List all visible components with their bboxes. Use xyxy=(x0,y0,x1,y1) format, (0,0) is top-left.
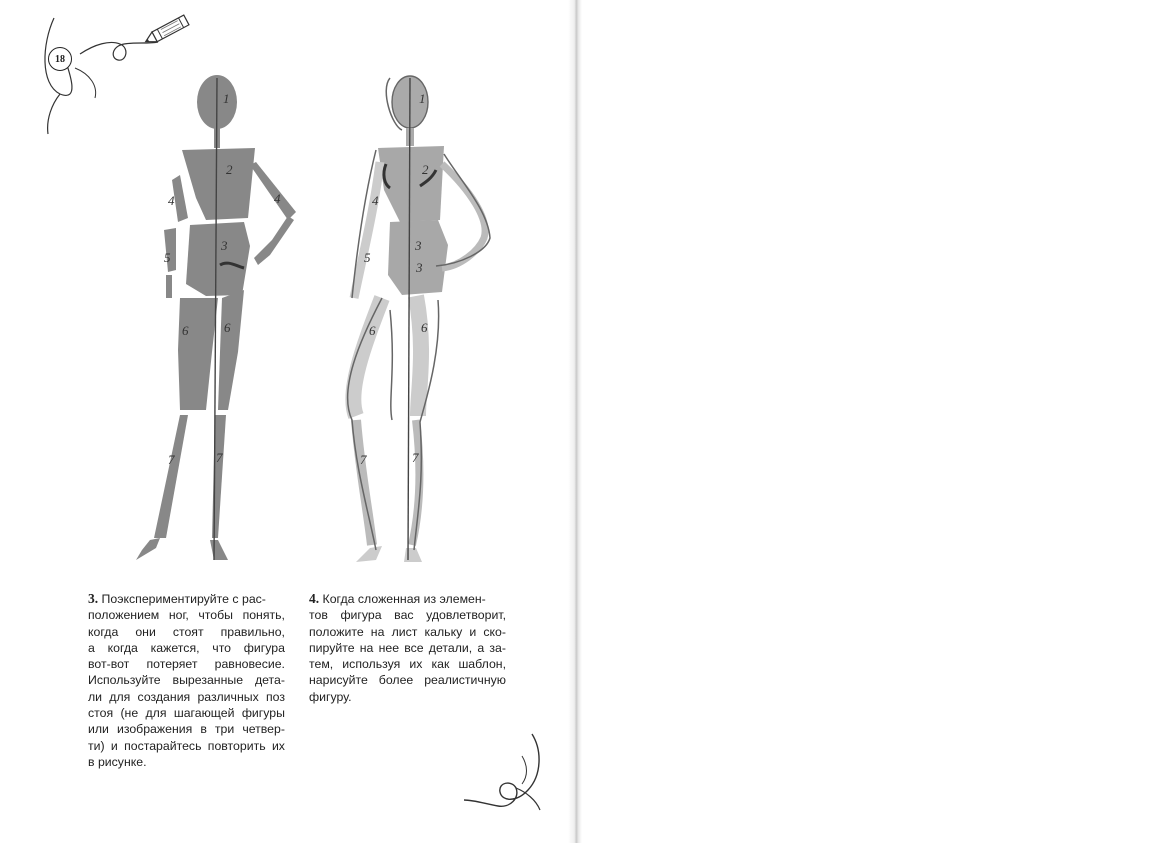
text-line: фигуру. xyxy=(309,689,352,704)
text-line: положите на лист кальку и ско- xyxy=(309,624,506,639)
step-3-text xyxy=(88,591,285,770)
text-line: стоя (не для шагающей фигуры xyxy=(88,706,285,721)
figure-label: 6 xyxy=(369,323,376,338)
page-number: 18 xyxy=(48,47,72,71)
step-number: 3. xyxy=(88,591,99,606)
left-page xyxy=(0,0,576,843)
figure-label: 5 xyxy=(364,250,371,265)
figure-label: 4 xyxy=(372,193,379,208)
figure-label: 7 xyxy=(412,450,419,465)
text-line xyxy=(309,591,506,607)
text-line: нарисуйте более реалистичную xyxy=(309,673,506,688)
text-line: тов фигура вас удовлетворит, xyxy=(309,608,506,623)
figure-label: 2 xyxy=(422,162,429,177)
text-line xyxy=(88,591,285,607)
figure-label: 7 xyxy=(216,450,223,465)
step-number: 4. xyxy=(309,591,320,606)
figure-label: 6 xyxy=(421,320,428,335)
figure-label: 7 xyxy=(168,452,175,467)
figure-label: 2 xyxy=(226,162,233,177)
text-line: ли для создания различных поз xyxy=(88,689,285,704)
figure-label: 6 xyxy=(182,323,189,338)
text-line: в рисунке. xyxy=(88,754,147,769)
swirl-ornament-icon xyxy=(462,730,552,815)
text-line: вот-вот потеряет равновесие. xyxy=(88,657,285,672)
figure-label: 4 xyxy=(168,193,175,208)
text-line: или изображения в три четвер- xyxy=(88,722,285,737)
figure-label: 3 xyxy=(415,238,422,253)
figure-label: 7 xyxy=(360,452,367,467)
figure-label: 3 xyxy=(416,260,423,275)
text-line: Используйте вырезанные дета- xyxy=(88,673,285,688)
right-page-blank xyxy=(582,0,1156,843)
figure-label: 3 xyxy=(221,238,228,253)
figure-label: 6 xyxy=(224,320,231,335)
book-gutter xyxy=(568,0,582,843)
text-line: когда они стоят правильно, xyxy=(88,624,285,639)
figure-label: 4 xyxy=(274,191,281,206)
text-line: а когда кажется, что фигура xyxy=(88,640,285,655)
text-line: ти) и постарайтесь повторить их xyxy=(88,738,285,753)
figure-label: 1 xyxy=(419,91,426,106)
text-line: тем, используя их как шаблон, xyxy=(309,657,506,672)
text-line: положением ног, чтобы понять, xyxy=(88,608,285,623)
step-4-text xyxy=(309,591,506,705)
text-fragment: Когда сложенная из элемен- xyxy=(319,592,486,606)
realistic-figure-sketch xyxy=(348,76,490,562)
text-fragment: Поэкспериментируйте с рас- xyxy=(98,592,266,606)
figure-label: 1 xyxy=(223,91,230,106)
figure-label: 5 xyxy=(164,250,171,265)
text-line: пируйте на нее все детали, а за- xyxy=(309,640,506,655)
figure-illustrations xyxy=(120,70,520,570)
